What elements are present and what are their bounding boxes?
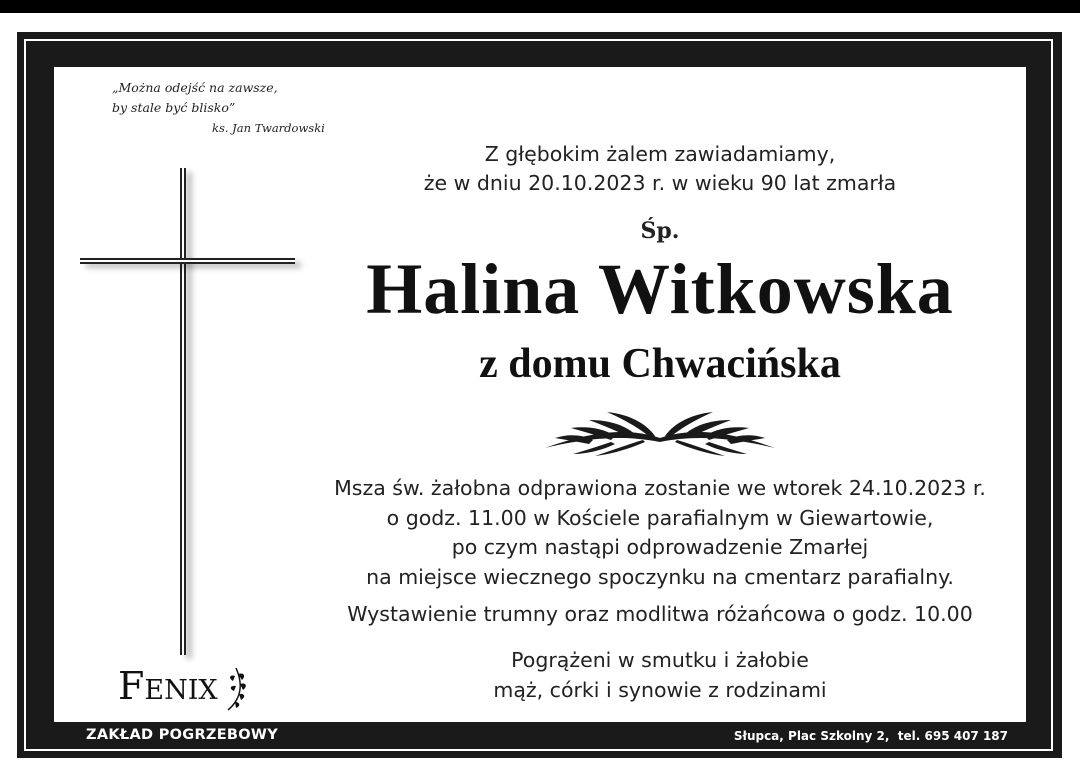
logo-first-letter: F: [118, 664, 145, 708]
quote-line-1: „Można odejść na zawsze,: [112, 80, 278, 95]
intro-text: [320, 140, 1000, 198]
mass-line-1: Msza św. żałobna odprawiona zostanie we wtorek 24.10.2023 r.: [334, 476, 986, 500]
deceased-prefix: Śp.: [640, 218, 680, 244]
logo-rest: ENIX: [144, 675, 218, 706]
logo-text: [118, 664, 218, 708]
top-bar: [0, 0, 1080, 13]
mass-line-2: o godz. 11.00 w Kościele parafialnym w Giewartowie,: [386, 505, 934, 530]
logo-leaf-icon: [222, 664, 248, 712]
mourners-info: [320, 646, 1000, 705]
mass-line-4: na miejsce wiecznego spoczynku na cmentarz parafialny.: [366, 564, 954, 589]
mourners-line-2: mąż, córki i synowie z rodzinami: [493, 677, 827, 702]
intro-line-2: że w dniu 20.10.2023 r. w wieku 90 lat zmarła: [423, 171, 897, 195]
mass-info: [320, 474, 1000, 592]
mourners-line-1: Pogrążeni w smutku i żałobie: [511, 648, 809, 672]
footer-company: ZAKŁAD POGRZEBOWY: [86, 727, 278, 743]
laurel-ornament-icon: [535, 404, 785, 460]
maiden-name: z domu Chwacińska: [479, 341, 841, 387]
viewing-info: Wystawienie trumny oraz modlitwa różańcowa o godz. 10.00: [347, 602, 973, 626]
cross-icon: [180, 168, 186, 655]
deceased-name: Halina Witkowska: [366, 249, 954, 329]
fenix-logo: [118, 662, 258, 714]
quote-block: [112, 78, 342, 138]
footer-address: Słupca, Plac Szkolny 2, tel. 695 407 187: [733, 729, 1008, 743]
intro-line-1: Z głębokim żalem zawiadamiamy,: [484, 142, 836, 166]
cross-icon-bar: [80, 258, 295, 264]
quote-author: ks. Jan Twardowski: [212, 121, 325, 135]
mass-line-3: po czym nastąpi odprowadzenie Zmarłej: [451, 535, 869, 559]
quote-line-2: by stale być blisko”: [112, 100, 236, 115]
